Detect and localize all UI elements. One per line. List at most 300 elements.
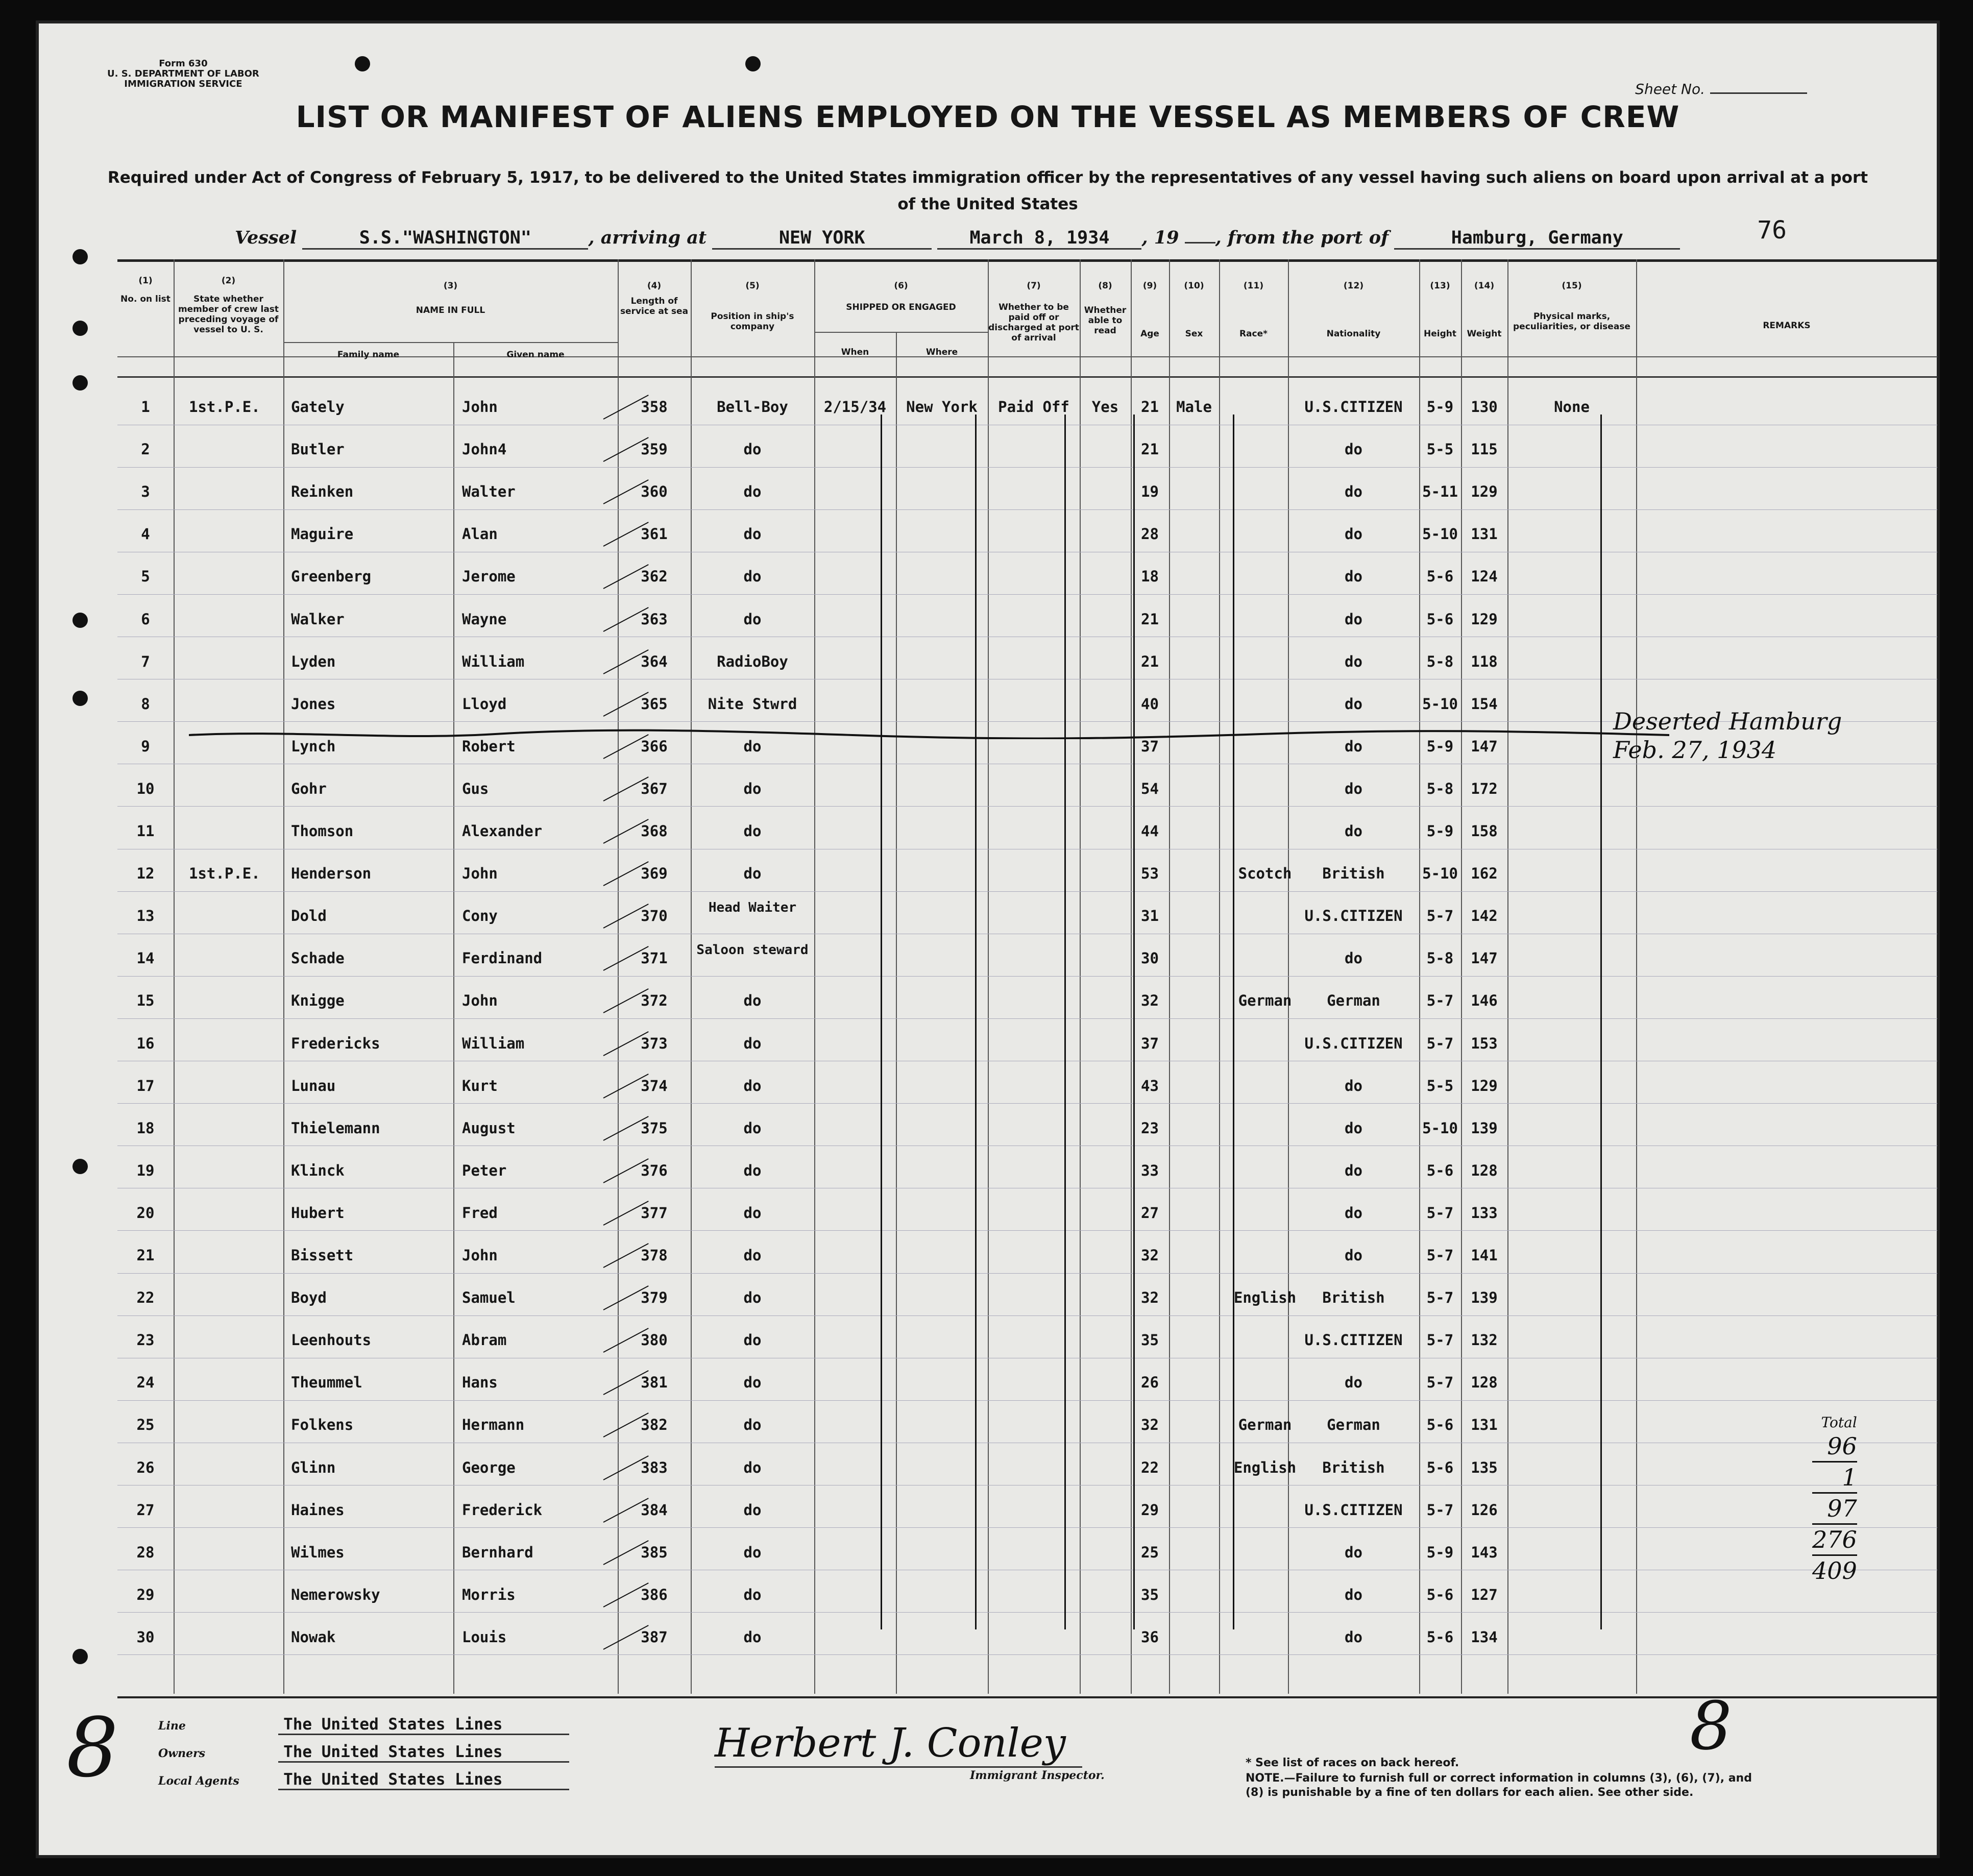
weight: 118 <box>1471 653 1498 670</box>
row-number: 13 <box>136 907 155 924</box>
nationality: do <box>1345 1374 1362 1391</box>
position: do <box>743 992 762 1009</box>
height: 5-7 <box>1426 1331 1454 1349</box>
weight: 127 <box>1471 1586 1498 1603</box>
family-name: Henderson <box>291 865 372 882</box>
family-name: Reinken <box>291 483 354 500</box>
position: do <box>743 1586 762 1603</box>
service-length: 376 <box>641 1162 668 1179</box>
col-given-name: Given name <box>506 350 565 360</box>
ditto-stroke <box>1600 415 1602 1629</box>
weight: 146 <box>1471 992 1498 1009</box>
inspector-label: Immigrant Inspector. <box>970 1769 1105 1782</box>
nationality: do <box>1345 653 1362 670</box>
position: do <box>743 738 762 755</box>
position: do <box>743 1077 762 1094</box>
height: 5-7 <box>1426 907 1454 924</box>
given-name: Walter <box>462 483 516 500</box>
row-number: 20 <box>136 1204 155 1222</box>
weight: 128 <box>1471 1162 1498 1179</box>
row-number: 27 <box>136 1501 155 1519</box>
service-length: 367 <box>641 780 668 797</box>
nationality: do <box>1345 483 1362 500</box>
col-paid-off: (7) Whether to be paid off or discharged at port of arrival <box>988 281 1079 343</box>
nationality: British <box>1322 1289 1385 1306</box>
weight: 147 <box>1471 738 1498 755</box>
service-length: 368 <box>641 822 668 840</box>
col-previous-voyage: (2) State whether member of crew last preceding voyage of vessel to U. S. <box>178 276 279 335</box>
ditto-stroke <box>975 415 977 1629</box>
col-age: (9) Age <box>1140 281 1159 339</box>
given-name: Kurt <box>462 1077 498 1094</box>
given-name: Frederick <box>462 1501 543 1519</box>
family-name: Lyden <box>291 653 336 670</box>
height: 5-9 <box>1426 738 1454 755</box>
age: 30 <box>1141 949 1159 967</box>
age: 44 <box>1141 822 1159 840</box>
row-number: 24 <box>136 1374 155 1391</box>
family-name: Dold <box>291 907 327 924</box>
nationality: do <box>1345 780 1362 797</box>
nationality: do <box>1345 949 1362 967</box>
row-number: 22 <box>136 1289 155 1306</box>
given-name: John <box>462 865 498 882</box>
given-name: Louis <box>462 1628 507 1646</box>
punch-hole <box>72 1159 88 1174</box>
arrival-date: March 8, 1934 <box>937 228 1141 250</box>
given-name: John <box>462 398 498 416</box>
position: do <box>743 1459 762 1476</box>
given-name: Hans <box>462 1374 498 1391</box>
height: 5-6 <box>1426 1628 1454 1646</box>
weight: 147 <box>1471 949 1498 967</box>
col-name: (3) NAME IN FULL <box>416 281 485 315</box>
family-name: Leenhouts <box>291 1331 372 1349</box>
age: 43 <box>1141 1077 1159 1094</box>
height: 5-7 <box>1426 1035 1454 1052</box>
age: 31 <box>1141 907 1159 924</box>
race: German <box>1238 992 1292 1009</box>
penalty-note: NOTE.—Failure to furnish full or correct information in columns (3), (6), (7), and (8) is punishable by a fine of ten dollars for each alien. See other side. <box>1246 1772 1752 1799</box>
family-name: Schade <box>291 949 345 967</box>
weight: 142 <box>1471 907 1498 924</box>
col-when: When <box>841 347 869 357</box>
position: do <box>743 441 762 458</box>
family-name: Nemerowsky <box>291 1586 380 1603</box>
previous-voyage: 1st.P.E. <box>189 865 260 882</box>
age: 33 <box>1141 1162 1159 1179</box>
age: 32 <box>1141 992 1159 1009</box>
nationality: do <box>1345 1247 1362 1264</box>
ditto-stroke <box>1133 415 1135 1629</box>
given-name: John <box>462 992 498 1009</box>
row-number: 19 <box>136 1162 155 1179</box>
nationality: do <box>1345 1119 1362 1137</box>
physical-marks: None <box>1554 398 1590 416</box>
nationality: U.S.CITIZEN <box>1304 1501 1403 1519</box>
sheet-number: 76 <box>1757 216 1787 245</box>
position: do <box>743 483 762 500</box>
row-number: 9 <box>141 738 150 755</box>
service-length: 381 <box>641 1374 668 1391</box>
row-number: 26 <box>136 1459 155 1476</box>
service-length: 374 <box>641 1077 668 1094</box>
height: 5-7 <box>1426 1204 1454 1222</box>
height: 5-7 <box>1426 992 1454 1009</box>
position: do <box>743 1289 762 1306</box>
age: 19 <box>1141 483 1159 500</box>
weight: 126 <box>1471 1501 1498 1519</box>
age: 32 <box>1141 1416 1159 1433</box>
weight: 139 <box>1471 1119 1498 1137</box>
age: 32 <box>1141 1289 1159 1306</box>
age: 35 <box>1141 1331 1159 1349</box>
position: do <box>743 822 762 840</box>
family-name: Greenberg <box>291 568 372 585</box>
age: 35 <box>1141 1586 1159 1603</box>
family-name: Gately <box>291 398 345 416</box>
crew-table <box>117 259 1937 1698</box>
family-name: Lynch <box>291 738 336 755</box>
previous-voyage: 1st.P.E. <box>189 398 260 416</box>
family-name: Folkens <box>291 1416 354 1433</box>
height: 5-7 <box>1426 1289 1454 1306</box>
weight: 133 <box>1471 1204 1498 1222</box>
age: 26 <box>1141 1374 1159 1391</box>
page-subtitle: Required under Act of Congress of February 5, 1917, to be delivered to the United States immigration officer by the representatives of any vessel having such aliens on board upon arrival at a port of the United States <box>107 168 1868 213</box>
family-name: Haines <box>291 1501 345 1519</box>
service-length: 364 <box>641 653 668 670</box>
footer-owners: Owners The United States Lines <box>158 1743 569 1763</box>
family-name: Maguire <box>291 525 354 543</box>
height: 5-6 <box>1426 568 1454 585</box>
race: Scotch <box>1238 865 1292 882</box>
age: 21 <box>1141 441 1159 458</box>
col-read: (8) Whether able to read <box>1084 281 1127 336</box>
col-family-name: Family name <box>337 350 400 360</box>
position: RadioBoy <box>717 653 788 670</box>
weight: 135 <box>1471 1459 1498 1476</box>
ditto-stroke <box>1064 415 1066 1629</box>
service-length: 360 <box>641 483 668 500</box>
row-number: 4 <box>141 525 150 543</box>
weight: 131 <box>1471 1416 1498 1433</box>
given-name: Gus <box>462 780 489 797</box>
row-number: 30 <box>136 1628 155 1646</box>
age: 18 <box>1141 568 1159 585</box>
height: 5-9 <box>1426 1544 1454 1561</box>
weight: 154 <box>1471 695 1498 713</box>
nationality: U.S.CITIZEN <box>1304 1035 1403 1052</box>
age: 21 <box>1141 653 1159 670</box>
family-name: Fredericks <box>291 1035 380 1052</box>
height: 5-8 <box>1426 949 1454 967</box>
given-name: Hermann <box>462 1416 525 1433</box>
given-name: Ferdinand <box>462 949 543 967</box>
weight: 128 <box>1471 1374 1498 1391</box>
weight: 115 <box>1471 441 1498 458</box>
ditto-stroke <box>881 415 882 1629</box>
service-length: 386 <box>641 1586 668 1603</box>
position: do <box>743 1162 762 1179</box>
row-number: 11 <box>136 822 155 840</box>
age: 40 <box>1141 695 1159 713</box>
service-length: 370 <box>641 907 668 924</box>
given-name: Bernhard <box>462 1544 533 1561</box>
col-nationality: (12) Nationality <box>1326 281 1381 339</box>
nationality: British <box>1322 1459 1385 1476</box>
given-name: William <box>462 1035 525 1052</box>
nationality: do <box>1345 611 1362 628</box>
nationality: do <box>1345 441 1362 458</box>
given-name: Alexander <box>462 822 543 840</box>
inspector-signature: Herbert J. Conley <box>715 1720 1066 1766</box>
sheet-number-field: Sheet No. <box>1635 81 1807 98</box>
right-tally-mark: 8 <box>1690 1687 1732 1765</box>
age: 36 <box>1141 1628 1159 1646</box>
position: do <box>743 1035 762 1052</box>
height: 5-10 <box>1422 695 1458 713</box>
age: 53 <box>1141 865 1159 882</box>
footer-agents: Local Agents The United States Lines <box>158 1770 569 1790</box>
position: do <box>743 1247 762 1264</box>
height: 5-6 <box>1426 1162 1454 1179</box>
height: 5-5 <box>1426 441 1454 458</box>
height: 5-6 <box>1426 1586 1454 1603</box>
age: 21 <box>1141 398 1159 416</box>
nationality: German <box>1327 1416 1380 1433</box>
given-name: Abram <box>462 1331 507 1349</box>
nationality: do <box>1345 738 1362 755</box>
weight: 162 <box>1471 865 1498 882</box>
form-identifier: Form 630 U. S. DEPARTMENT OF LABOR IMMIGRATION SERVICE <box>107 58 259 89</box>
races-note: * See list of races on back hereof. <box>1246 1757 1459 1769</box>
weight: 129 <box>1471 1077 1498 1094</box>
row-number: 15 <box>136 992 155 1009</box>
manifest-sheet <box>36 20 1940 1858</box>
service-length: 358 <box>641 398 668 416</box>
service-length: 385 <box>641 1544 668 1561</box>
service-length: 359 <box>641 441 668 458</box>
height: 5-9 <box>1426 822 1454 840</box>
family-name: Lunau <box>291 1077 336 1094</box>
punch-hole <box>745 56 761 71</box>
height: 5-5 <box>1426 1077 1454 1094</box>
family-name: Butler <box>291 441 345 458</box>
weight: 172 <box>1471 780 1498 797</box>
col-where: Where <box>925 347 958 357</box>
given-name: August <box>462 1119 516 1137</box>
service-length: 375 <box>641 1119 668 1137</box>
weight: 134 <box>1471 1628 1498 1646</box>
height: 5-7 <box>1426 1501 1454 1519</box>
height: 5-7 <box>1426 1374 1454 1391</box>
service-length: 363 <box>641 611 668 628</box>
nationality: do <box>1345 1077 1362 1094</box>
nationality: U.S.CITIZEN <box>1304 907 1403 924</box>
punch-hole <box>72 249 88 264</box>
position: do <box>743 1374 762 1391</box>
row-number: 29 <box>136 1586 155 1603</box>
col-weight: (14) Weight <box>1467 281 1502 339</box>
row-number: 21 <box>136 1247 155 1264</box>
given-name: Jerome <box>462 568 516 585</box>
vessel-name: S.S."WASHINGTON" <box>302 228 588 250</box>
position: do <box>743 1331 762 1349</box>
position: do <box>743 1119 762 1137</box>
family-name: Thomson <box>291 822 354 840</box>
family-name: Boyd <box>291 1289 327 1306</box>
service-length: 378 <box>641 1247 668 1264</box>
given-name: Cony <box>462 907 498 924</box>
service-length: 380 <box>641 1331 668 1349</box>
shipped-where: New York <box>906 398 978 416</box>
nationality: do <box>1345 1544 1362 1561</box>
punch-hole <box>72 691 88 706</box>
age: 25 <box>1141 1544 1159 1561</box>
weight: 158 <box>1471 822 1498 840</box>
row-number: 10 <box>136 780 155 797</box>
row-number: 12 <box>136 865 155 882</box>
row-number: 18 <box>136 1119 155 1137</box>
race: English <box>1233 1289 1297 1306</box>
service-length: 362 <box>641 568 668 585</box>
service-length: 384 <box>641 1501 668 1519</box>
nationality: British <box>1322 865 1385 882</box>
family-name: Nowak <box>291 1628 336 1646</box>
height: 5-11 <box>1422 483 1458 500</box>
row-number: 16 <box>136 1035 155 1052</box>
service-length: 366 <box>641 738 668 755</box>
weight: 132 <box>1471 1331 1498 1349</box>
position: do <box>743 1416 762 1433</box>
service-length: 379 <box>641 1289 668 1306</box>
row-number: 14 <box>136 949 155 967</box>
position: do <box>743 865 762 882</box>
given-name: Alan <box>462 525 498 543</box>
position: do <box>743 525 762 543</box>
weight: 129 <box>1471 483 1498 500</box>
sex: Male <box>1176 398 1212 416</box>
paid-off: Paid Off <box>998 398 1069 416</box>
service-length: 372 <box>641 992 668 1009</box>
age: 28 <box>1141 525 1159 543</box>
row-number: 23 <box>136 1331 155 1349</box>
family-name: Knigge <box>291 992 345 1009</box>
weight: 141 <box>1471 1247 1498 1264</box>
row-number: 5 <box>141 568 150 585</box>
nationality: U.S.CITIZEN <box>1304 398 1403 416</box>
service-length: 387 <box>641 1628 668 1646</box>
given-name: John4 <box>462 441 507 458</box>
height: 5-6 <box>1426 1416 1454 1433</box>
nationality: do <box>1345 822 1362 840</box>
nationality: do <box>1345 568 1362 585</box>
row-number: 17 <box>136 1077 155 1094</box>
col-position: (5) Position in ship's company <box>711 281 794 332</box>
given-name: John <box>462 1247 498 1264</box>
position: do <box>743 568 762 585</box>
position: Head Waiter <box>708 900 797 915</box>
position: do <box>743 1204 762 1222</box>
family-name: Glinn <box>291 1459 336 1476</box>
nationality: do <box>1345 525 1362 543</box>
age: 54 <box>1141 780 1159 797</box>
col-remarks: REMARKS <box>1763 321 1811 331</box>
height: 5-8 <box>1426 780 1454 797</box>
col-physical-marks: (15) Physical marks, peculiarities, or disease <box>1513 281 1630 332</box>
punch-hole <box>72 375 88 391</box>
age: 23 <box>1141 1119 1159 1137</box>
given-name: William <box>462 653 525 670</box>
nationality: German <box>1327 992 1380 1009</box>
strike-through-line <box>189 729 1669 739</box>
row-number: 25 <box>136 1416 155 1433</box>
given-name: Fred <box>462 1204 498 1222</box>
departure-port: Hamburg, Germany <box>1394 228 1680 250</box>
height: 5-10 <box>1422 865 1458 882</box>
given-name: George <box>462 1459 516 1476</box>
service-length: 377 <box>641 1204 668 1222</box>
given-name: Lloyd <box>462 695 507 713</box>
given-name: Morris <box>462 1586 516 1603</box>
height: 5-8 <box>1426 653 1454 670</box>
age: 21 <box>1141 611 1159 628</box>
totals-annotation: Total 96 1 97 276 409 <box>1812 1414 1857 1585</box>
weight: 139 <box>1471 1289 1498 1306</box>
given-name: Peter <box>462 1162 507 1179</box>
page-title: LIST OR MANIFEST OF ALIENS EMPLOYED ON THE VESSEL AS MEMBERS OF CREW <box>296 100 1680 134</box>
family-name: Walker <box>291 611 345 628</box>
race: German <box>1238 1416 1292 1433</box>
row-number: 6 <box>141 611 150 628</box>
age: 27 <box>1141 1204 1159 1222</box>
nationality: do <box>1345 1204 1362 1222</box>
height: 5-6 <box>1426 1459 1454 1476</box>
weight: 131 <box>1471 525 1498 543</box>
height: 5-10 <box>1422 525 1458 543</box>
weight: 124 <box>1471 568 1498 585</box>
col-shipped: (6) SHIPPED OR ENGAGED <box>846 281 956 312</box>
family-name: Hubert <box>291 1204 345 1222</box>
weight: 129 <box>1471 611 1498 628</box>
age: 22 <box>1141 1459 1159 1476</box>
nationality: do <box>1345 695 1362 713</box>
arrival-port: NEW YORK <box>712 228 932 250</box>
service-length: 382 <box>641 1416 668 1433</box>
row-number: 7 <box>141 653 150 670</box>
age: 37 <box>1141 1035 1159 1052</box>
deserted-annotation: Deserted Hamburg Feb. 27, 1934 <box>1613 708 1842 764</box>
service-length: 373 <box>641 1035 668 1052</box>
family-name: Bissett <box>291 1247 354 1264</box>
position: Nite Stwrd <box>708 695 797 713</box>
col-sex: (10) Sex <box>1184 281 1204 339</box>
family-name: Jones <box>291 695 336 713</box>
height: 5-7 <box>1426 1247 1454 1264</box>
family-name: Theummel <box>291 1374 362 1391</box>
weight: 143 <box>1471 1544 1498 1561</box>
service-length: 371 <box>641 949 668 967</box>
family-name: Thielemann <box>291 1119 380 1137</box>
col-race: (11) Race* <box>1239 281 1268 339</box>
col-number: (1) No. on list <box>120 276 170 304</box>
position: Bell-Boy <box>717 398 788 416</box>
height: 5-10 <box>1422 1119 1458 1137</box>
age: 32 <box>1141 1247 1159 1264</box>
weight: 153 <box>1471 1035 1498 1052</box>
row-number: 1 <box>141 398 150 416</box>
